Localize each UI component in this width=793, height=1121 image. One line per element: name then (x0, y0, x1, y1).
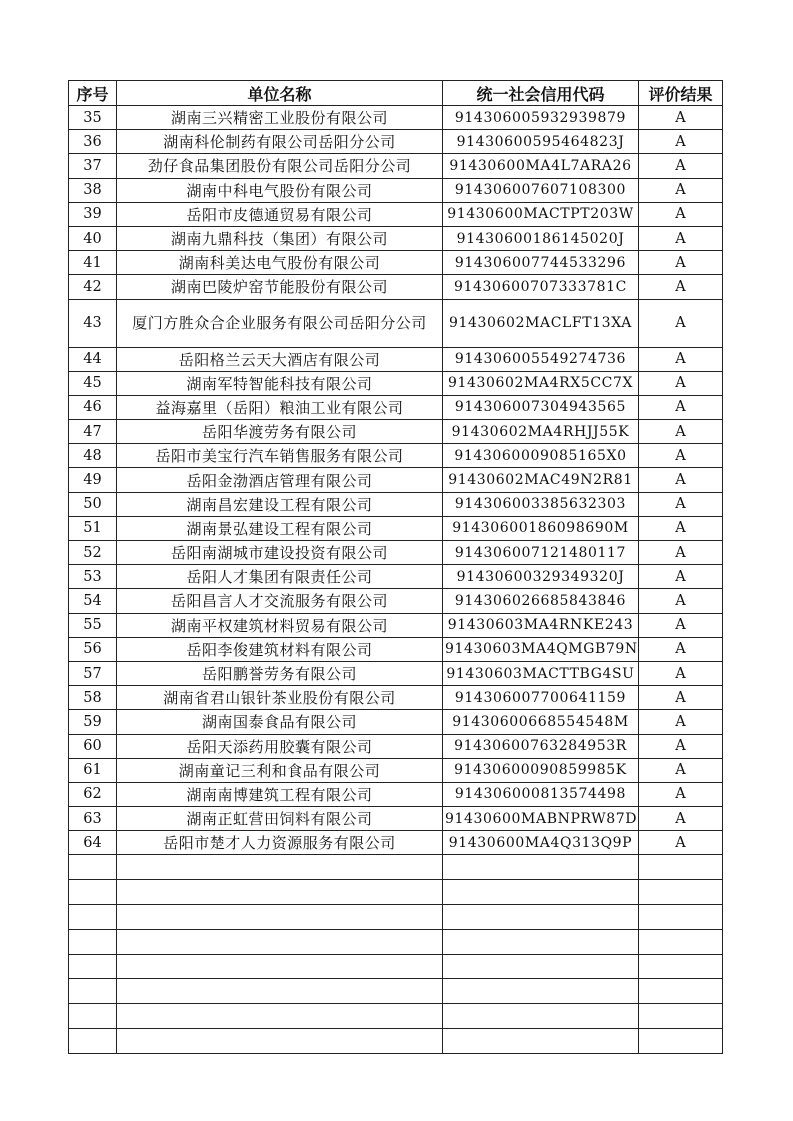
table-row (69, 130, 723, 154)
cell-credit-code: 91430602MAC49N2R81 (443, 468, 639, 492)
cell-index: 54 (69, 589, 117, 613)
empty-cell (639, 979, 723, 1004)
table-header (69, 81, 723, 106)
table-body (69, 106, 723, 1054)
cell-rating: A (639, 758, 723, 782)
cell-company-name: 岳阳金渤酒店管理有限公司 (117, 468, 443, 492)
cell-credit-code: 914306007700641159 (443, 686, 639, 710)
cell-index: 44 (69, 347, 117, 371)
header-rating: 评价结果 (639, 81, 723, 106)
empty-cell (639, 1029, 723, 1054)
cell-company-name: 岳阳格兰云天大酒店有限公司 (117, 347, 443, 371)
cell-rating: A (639, 251, 723, 275)
header-index: 序号 (69, 81, 117, 106)
credit-rating-table (68, 80, 723, 1054)
cell-credit-code: 91430602MA4RX5CC7X (443, 371, 639, 395)
empty-cell (117, 905, 443, 930)
cell-index: 53 (69, 565, 117, 589)
cell-rating: A (639, 516, 723, 540)
table-row (69, 178, 723, 202)
cell-company-name: 湖南国泰食品有限公司 (117, 710, 443, 734)
header-company-name: 单位名称 (117, 81, 443, 106)
table-row (69, 541, 723, 565)
cell-company-name: 岳阳李俊建筑材料有限公司 (117, 637, 443, 661)
table-row (69, 516, 723, 540)
cell-credit-code: 914306026685843846 (443, 589, 639, 613)
table-row (69, 758, 723, 782)
table-row (69, 226, 723, 250)
table-row (69, 347, 723, 371)
cell-company-name: 岳阳鹏誉劳务有限公司 (117, 661, 443, 685)
cell-company-name: 岳阳天添药用胶囊有限公司 (117, 734, 443, 758)
cell-company-name: 湖南巴陵炉窑节能股份有限公司 (117, 275, 443, 299)
cell-rating: A (639, 613, 723, 637)
cell-rating: A (639, 492, 723, 516)
table-row (69, 782, 723, 806)
cell-index: 62 (69, 782, 117, 806)
table-row (69, 275, 723, 299)
cell-rating: A (639, 637, 723, 661)
empty-row (69, 1004, 723, 1029)
cell-index: 50 (69, 492, 117, 516)
empty-cell (639, 1004, 723, 1029)
header-credit-code: 统一社会信用代码 (443, 81, 639, 106)
table-row (69, 661, 723, 685)
empty-cell (443, 905, 639, 930)
cell-rating: A (639, 541, 723, 565)
cell-company-name: 湖南省君山银针茶业股份有限公司 (117, 686, 443, 710)
cell-index: 60 (69, 734, 117, 758)
cell-index: 46 (69, 395, 117, 419)
cell-credit-code: 91430602MA4RHJJ55K (443, 420, 639, 444)
cell-rating: A (639, 444, 723, 468)
cell-credit-code: 91430600MABNPRW87D (443, 807, 639, 831)
cell-rating: A (639, 710, 723, 734)
cell-rating: A (639, 106, 723, 130)
table-row (69, 468, 723, 492)
cell-index: 35 (69, 106, 117, 130)
cell-credit-code: 914306000813574498 (443, 782, 639, 806)
cell-rating: A (639, 686, 723, 710)
cell-rating: A (639, 202, 723, 226)
table-row (69, 371, 723, 395)
cell-rating: A (639, 782, 723, 806)
cell-company-name: 湖南九鼎科技（集团）有限公司 (117, 226, 443, 250)
empty-cell (443, 1004, 639, 1029)
cell-company-name: 劲仔食品集团股份有限公司岳阳分公司 (117, 154, 443, 178)
table-row (69, 637, 723, 661)
empty-cell (117, 880, 443, 905)
cell-index: 57 (69, 661, 117, 685)
cell-company-name: 湖南科伦制药有限公司岳阳分公司 (117, 130, 443, 154)
cell-credit-code: 91430602MACLFT13XA (443, 299, 639, 347)
cell-index: 45 (69, 371, 117, 395)
cell-credit-code: 91430600MACTPT203W (443, 202, 639, 226)
empty-cell (117, 954, 443, 979)
empty-cell (639, 954, 723, 979)
cell-credit-code: 914306007121480117 (443, 541, 639, 565)
cell-credit-code: 914306007744533296 (443, 251, 639, 275)
cell-rating: A (639, 130, 723, 154)
cell-credit-code: 91430603MA4QMGB79N (443, 637, 639, 661)
cell-index: 38 (69, 178, 117, 202)
table-row (69, 734, 723, 758)
cell-credit-code: 914306003385632303 (443, 492, 639, 516)
empty-cell (639, 905, 723, 930)
empty-cell (443, 1029, 639, 1054)
cell-rating: A (639, 395, 723, 419)
cell-company-name: 湖南三兴精密工业股份有限公司 (117, 106, 443, 130)
empty-cell (443, 855, 639, 880)
table-row (69, 251, 723, 275)
cell-rating: A (639, 807, 723, 831)
empty-row (69, 954, 723, 979)
empty-row (69, 855, 723, 880)
cell-credit-code: 91430600186098690M (443, 516, 639, 540)
cell-rating: A (639, 420, 723, 444)
cell-company-name: 湖南昌宏建设工程有限公司 (117, 492, 443, 516)
empty-cell (117, 979, 443, 1004)
cell-index: 56 (69, 637, 117, 661)
table-row (69, 395, 723, 419)
table-row (69, 807, 723, 831)
empty-cell (117, 1004, 443, 1029)
cell-rating: A (639, 565, 723, 589)
empty-cell (117, 855, 443, 880)
cell-credit-code: 914306007304943565 (443, 395, 639, 419)
cell-credit-code: 91430600668554548M (443, 710, 639, 734)
cell-index: 58 (69, 686, 117, 710)
cell-index: 36 (69, 130, 117, 154)
cell-index: 64 (69, 831, 117, 855)
empty-cell (69, 1004, 117, 1029)
table-row (69, 589, 723, 613)
empty-cell (117, 1029, 443, 1054)
cell-company-name: 湖南科美达电气股份有限公司 (117, 251, 443, 275)
empty-cell (443, 979, 639, 1004)
cell-index: 48 (69, 444, 117, 468)
empty-cell (639, 855, 723, 880)
empty-row (69, 929, 723, 954)
cell-index: 47 (69, 420, 117, 444)
cell-company-name: 湖南军特智能科技有限公司 (117, 371, 443, 395)
empty-row (69, 979, 723, 1004)
cell-index: 51 (69, 516, 117, 540)
empty-cell (443, 929, 639, 954)
empty-cell (69, 954, 117, 979)
cell-company-name: 湖南童记三利和食品有限公司 (117, 758, 443, 782)
cell-company-name: 厦门方胜众合企业服务有限公司岳阳分公司 (117, 299, 443, 347)
cell-credit-code: 91430600707333781C (443, 275, 639, 299)
empty-cell (117, 929, 443, 954)
cell-credit-code: 9143060009085165X0 (443, 444, 639, 468)
cell-index: 42 (69, 275, 117, 299)
cell-index: 40 (69, 226, 117, 250)
cell-credit-code: 91430600MA4L7ARA26 (443, 154, 639, 178)
empty-cell (69, 1029, 117, 1054)
cell-company-name: 湖南平权建筑材料贸易有限公司 (117, 613, 443, 637)
cell-credit-code: 91430600329349320J (443, 565, 639, 589)
cell-company-name: 岳阳华渡劳务有限公司 (117, 420, 443, 444)
empty-cell (69, 880, 117, 905)
cell-credit-code: 91430600090859985K (443, 758, 639, 782)
cell-index: 59 (69, 710, 117, 734)
cell-index: 52 (69, 541, 117, 565)
table-row (69, 444, 723, 468)
header-row (69, 81, 723, 106)
cell-rating: A (639, 299, 723, 347)
cell-index: 63 (69, 807, 117, 831)
empty-cell (639, 929, 723, 954)
cell-rating: A (639, 226, 723, 250)
empty-cell (639, 880, 723, 905)
cell-index: 41 (69, 251, 117, 275)
cell-index: 49 (69, 468, 117, 492)
table-row (69, 613, 723, 637)
cell-credit-code: 91430600186145020J (443, 226, 639, 250)
cell-credit-code: 914306007607108300 (443, 178, 639, 202)
cell-company-name: 湖南南博建筑工程有限公司 (117, 782, 443, 806)
cell-credit-code: 91430600763284953R (443, 734, 639, 758)
cell-company-name: 岳阳人才集团有限责任公司 (117, 565, 443, 589)
table-row (69, 202, 723, 226)
empty-cell (69, 979, 117, 1004)
table-row (69, 686, 723, 710)
cell-company-name: 湖南正虹营田饲料有限公司 (117, 807, 443, 831)
table-row (69, 492, 723, 516)
table-row (69, 154, 723, 178)
empty-row (69, 1029, 723, 1054)
empty-cell (69, 855, 117, 880)
empty-cell (443, 880, 639, 905)
table-row (69, 299, 723, 347)
empty-cell (69, 905, 117, 930)
cell-index: 61 (69, 758, 117, 782)
cell-rating: A (639, 347, 723, 371)
cell-rating: A (639, 154, 723, 178)
cell-rating: A (639, 371, 723, 395)
cell-credit-code: 91430603MA4RNKE243 (443, 613, 639, 637)
cell-index: 55 (69, 613, 117, 637)
cell-credit-code: 91430603MACTTBG4SU (443, 661, 639, 685)
cell-rating: A (639, 589, 723, 613)
cell-company-name: 湖南中科电气股份有限公司 (117, 178, 443, 202)
cell-company-name: 岳阳市皮德通贸易有限公司 (117, 202, 443, 226)
cell-index: 43 (69, 299, 117, 347)
table-row (69, 106, 723, 130)
cell-rating: A (639, 275, 723, 299)
cell-company-name: 湖南景弘建设工程有限公司 (117, 516, 443, 540)
empty-cell (69, 929, 117, 954)
cell-company-name: 岳阳市美宝行汽车销售服务有限公司 (117, 444, 443, 468)
cell-company-name: 益海嘉里（岳阳）粮油工业有限公司 (117, 395, 443, 419)
cell-index: 37 (69, 154, 117, 178)
cell-rating: A (639, 661, 723, 685)
cell-rating: A (639, 178, 723, 202)
table-row (69, 565, 723, 589)
empty-row (69, 880, 723, 905)
table-row (69, 831, 723, 855)
cell-rating: A (639, 468, 723, 492)
cell-credit-code: 914306005549274736 (443, 347, 639, 371)
table-row (69, 710, 723, 734)
cell-company-name: 岳阳昌言人才交流服务有限公司 (117, 589, 443, 613)
cell-company-name: 岳阳南湖城市建设投资有限公司 (117, 541, 443, 565)
empty-row (69, 905, 723, 930)
cell-index: 39 (69, 202, 117, 226)
empty-cell (443, 954, 639, 979)
cell-credit-code: 91430600MA4Q313Q9P (443, 831, 639, 855)
cell-rating: A (639, 831, 723, 855)
cell-credit-code: 91430600595464823J (443, 130, 639, 154)
table-row (69, 420, 723, 444)
cell-credit-code: 914306005932939879 (443, 106, 639, 130)
cell-company-name: 岳阳市楚才人力资源服务有限公司 (117, 831, 443, 855)
cell-rating: A (639, 734, 723, 758)
